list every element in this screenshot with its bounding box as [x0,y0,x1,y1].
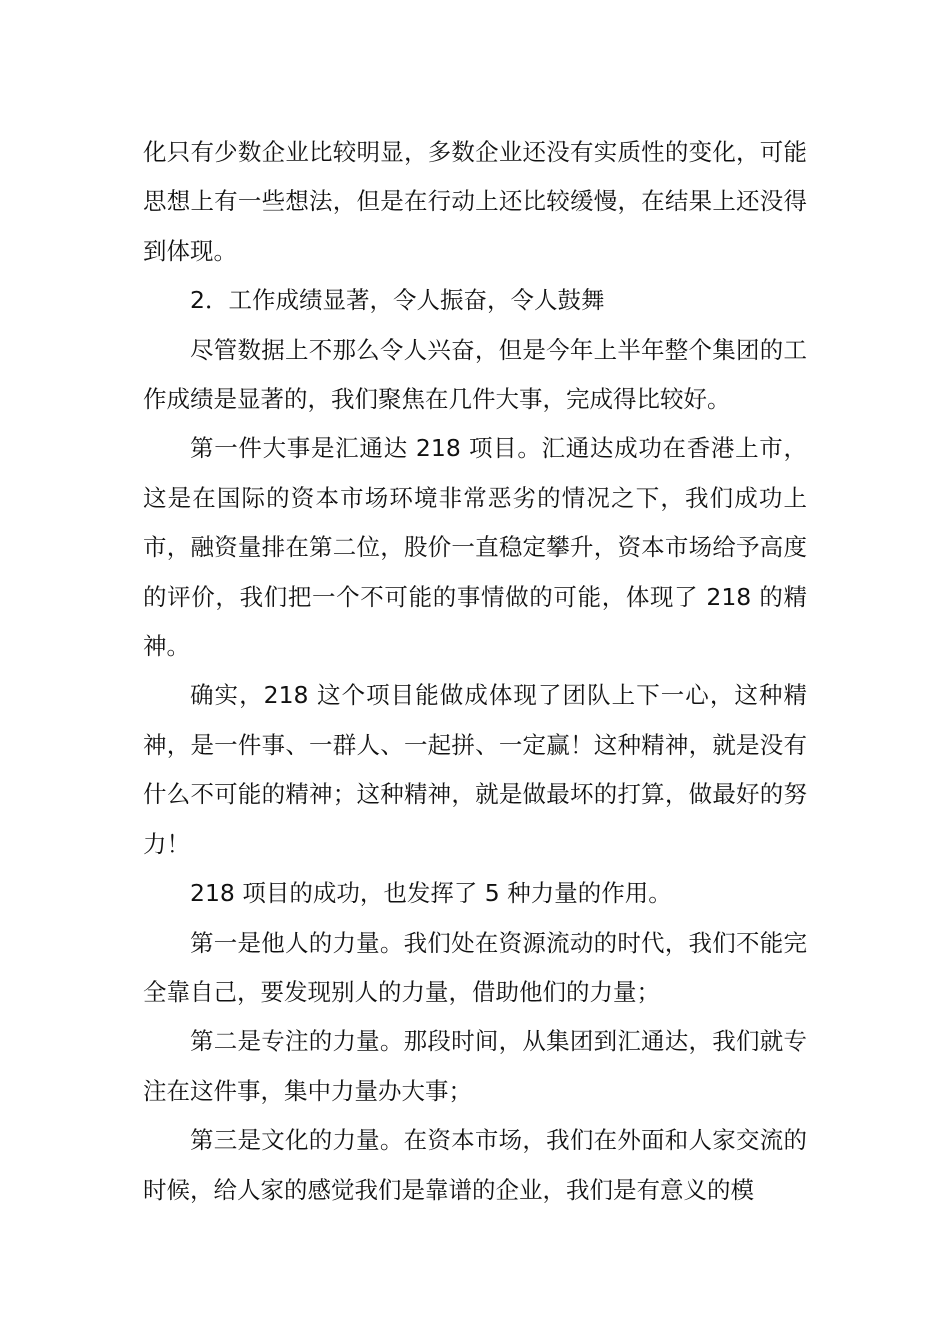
section-heading: 2．工作成绩显著，令人振奋，令人鼓舞 [190,286,605,315]
paragraph-continuation: 化只有少数企业比较明显，多数企业还没有实质性的变化，可能思想上有一些想法，但是在行动上还比较缓慢，在结果上还没得到体现。 [143,138,807,265]
paragraph: 218 项目的成功，也发挥了 5 种力量的作用。 [190,879,672,908]
paragraph: 第二是专注的力量。那段时间，从集团到汇通达，我们就专注在这件事，集中力量办大事； [143,1027,807,1105]
paragraph: 第一件大事是汇通达 218 项目。汇通达成功在香港上市，这是在国际的资本市场环境非常恶劣的情况之下，我们成功上市，融资量排在第二位，股价一直稳定攀升，资本市场给予高度的评价，我们把一个不可能的事情做的可能，体现了 218 的精神。 [143,434,807,661]
paragraph: 第一是他人的力量。我们处在资源流动的时代，我们不能完全靠自己，要发现别人的力量，借助他们的力量； [143,928,807,1006]
document-body [143,128,807,1215]
paragraph: 第三是文化的力量。在资本市场，我们在外面和人家交流的时候，给人家的感觉我们是靠谱的企业，我们是有意义的模 [143,1126,807,1204]
paragraph: 确实，218 这个项目能做成体现了团队上下一心，这种精神，是一件事、一群人、一起拼、一定赢！这种精神，就是没有什么不可能的精神；这种精神，就是做最坏的打算，做最好的努力！ [143,681,807,858]
paragraph: 尽管数据上不那么令人兴奋，但是今年上半年整个集团的工作成绩是显著的，我们聚焦在几件大事，完成得比较好。 [143,335,807,414]
